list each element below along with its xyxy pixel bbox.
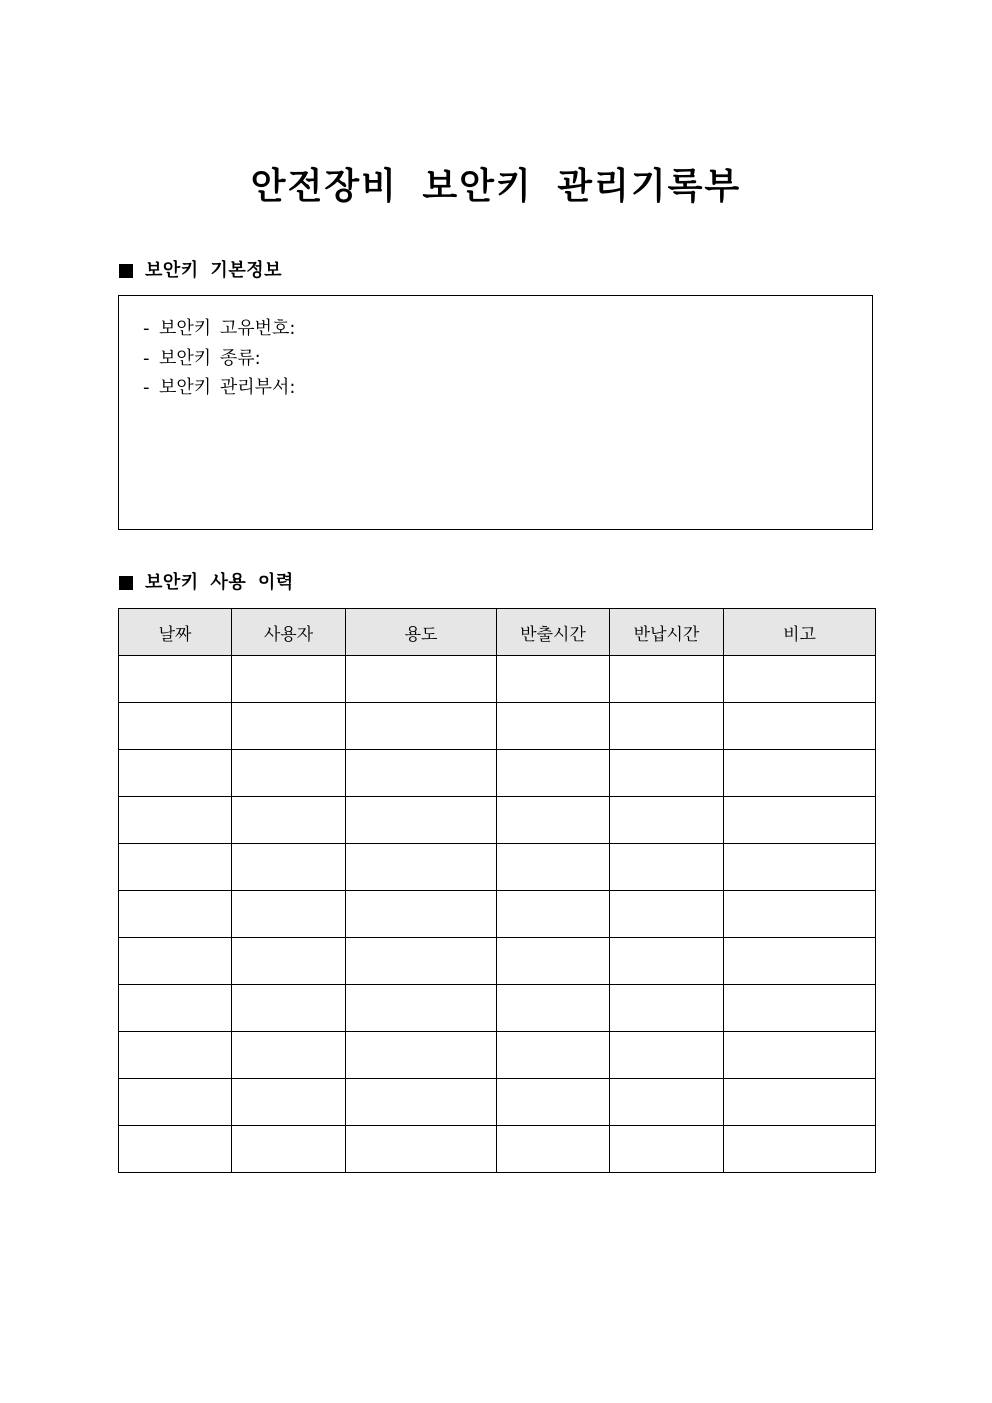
column-header-return-time: 반납시간 <box>610 609 724 656</box>
table-row <box>119 891 876 938</box>
cell-user[interactable] <box>232 938 346 985</box>
table-row <box>119 1126 876 1173</box>
column-header-remarks: 비고 <box>724 609 876 656</box>
cell-checkout-time[interactable] <box>497 1126 610 1173</box>
table-body <box>119 656 876 1173</box>
table-row <box>119 844 876 891</box>
cell-date[interactable] <box>119 656 232 703</box>
column-header-purpose: 용도 <box>346 609 497 656</box>
cell-date[interactable] <box>119 1079 232 1126</box>
table-row <box>119 1079 876 1126</box>
cell-return-time[interactable] <box>610 1079 724 1126</box>
basic-info-box <box>118 295 873 530</box>
square-bullet-icon <box>119 576 133 590</box>
cell-purpose[interactable] <box>346 1032 497 1079</box>
cell-return-time[interactable] <box>610 656 724 703</box>
cell-purpose[interactable] <box>346 1126 497 1173</box>
info-label-key-id: 보안키 고유번호: <box>159 318 296 339</box>
cell-purpose[interactable] <box>346 938 497 985</box>
cell-checkout-time[interactable] <box>497 656 610 703</box>
cell-user[interactable] <box>232 1079 346 1126</box>
cell-return-time[interactable] <box>610 891 724 938</box>
cell-user[interactable] <box>232 891 346 938</box>
square-bullet-icon <box>119 264 133 278</box>
cell-checkout-time[interactable] <box>497 1079 610 1126</box>
cell-purpose[interactable] <box>346 891 497 938</box>
cell-remarks[interactable] <box>724 985 876 1032</box>
cell-user[interactable] <box>232 656 346 703</box>
dash-bullet: - <box>143 347 150 369</box>
cell-date[interactable] <box>119 844 232 891</box>
dash-bullet: - <box>143 377 150 398</box>
cell-remarks[interactable] <box>724 891 876 938</box>
cell-checkout-time[interactable] <box>497 703 610 750</box>
cell-checkout-time[interactable] <box>497 938 610 985</box>
table-row <box>119 797 876 844</box>
usage-history-heading <box>119 570 294 596</box>
usage-history-heading-text: 보안키 사용 이력 <box>145 572 294 593</box>
cell-user[interactable] <box>232 703 346 750</box>
info-line-key-type <box>143 344 872 374</box>
cell-remarks[interactable] <box>724 656 876 703</box>
cell-date[interactable] <box>119 750 232 797</box>
table-row <box>119 750 876 797</box>
cell-checkout-time[interactable] <box>497 844 610 891</box>
cell-return-time[interactable] <box>610 844 724 891</box>
cell-purpose[interactable] <box>346 703 497 750</box>
column-header-checkout-time: 반출시간 <box>497 609 610 656</box>
cell-return-time[interactable] <box>610 938 724 985</box>
table-row <box>119 985 876 1032</box>
table-row <box>119 656 876 703</box>
info-line-department <box>143 373 872 403</box>
cell-remarks[interactable] <box>724 844 876 891</box>
cell-user[interactable] <box>232 1032 346 1079</box>
cell-date[interactable] <box>119 1126 232 1173</box>
cell-remarks[interactable] <box>724 1032 876 1079</box>
page-title: 안전장비 보안키 관리기록부 <box>250 166 742 207</box>
cell-user[interactable] <box>232 1126 346 1173</box>
cell-purpose[interactable] <box>346 750 497 797</box>
cell-user[interactable] <box>232 797 346 844</box>
table-header-row <box>119 609 876 656</box>
cell-user[interactable] <box>232 844 346 891</box>
cell-checkout-time[interactable] <box>497 891 610 938</box>
cell-checkout-time[interactable] <box>497 797 610 844</box>
cell-return-time[interactable] <box>610 797 724 844</box>
cell-purpose[interactable] <box>346 797 497 844</box>
cell-date[interactable] <box>119 797 232 844</box>
cell-remarks[interactable] <box>724 938 876 985</box>
column-header-date: 날짜 <box>119 609 232 656</box>
cell-checkout-time[interactable] <box>497 1032 610 1079</box>
table-row <box>119 1032 876 1079</box>
cell-date[interactable] <box>119 891 232 938</box>
cell-return-time[interactable] <box>610 750 724 797</box>
info-line-key-id <box>143 314 872 344</box>
cell-return-time[interactable] <box>610 1126 724 1173</box>
cell-remarks[interactable] <box>724 797 876 844</box>
column-header-user: 사용자 <box>232 609 346 656</box>
info-label-key-type: 보안키 종류: <box>159 347 261 369</box>
cell-date[interactable] <box>119 938 232 985</box>
cell-purpose[interactable] <box>346 656 497 703</box>
cell-checkout-time[interactable] <box>497 985 610 1032</box>
cell-date[interactable] <box>119 1032 232 1079</box>
cell-purpose[interactable] <box>346 985 497 1032</box>
cell-remarks[interactable] <box>724 750 876 797</box>
cell-purpose[interactable] <box>346 844 497 891</box>
cell-user[interactable] <box>232 985 346 1032</box>
cell-user[interactable] <box>232 750 346 797</box>
table-row <box>119 938 876 985</box>
table-row <box>119 703 876 750</box>
dash-bullet: - <box>143 318 150 339</box>
basic-info-heading-text: 보안키 기본정보 <box>145 260 282 281</box>
cell-return-time[interactable] <box>610 1032 724 1079</box>
cell-checkout-time[interactable] <box>497 750 610 797</box>
info-label-department: 보안키 관리부서: <box>159 377 296 398</box>
cell-date[interactable] <box>119 985 232 1032</box>
cell-remarks[interactable] <box>724 703 876 750</box>
cell-return-time[interactable] <box>610 703 724 750</box>
cell-remarks[interactable] <box>724 1079 876 1126</box>
usage-history-table <box>118 608 876 1173</box>
cell-purpose[interactable] <box>346 1079 497 1126</box>
cell-remarks[interactable] <box>724 1126 876 1173</box>
basic-info-heading <box>119 258 282 284</box>
cell-return-time[interactable] <box>610 985 724 1032</box>
cell-date[interactable] <box>119 703 232 750</box>
